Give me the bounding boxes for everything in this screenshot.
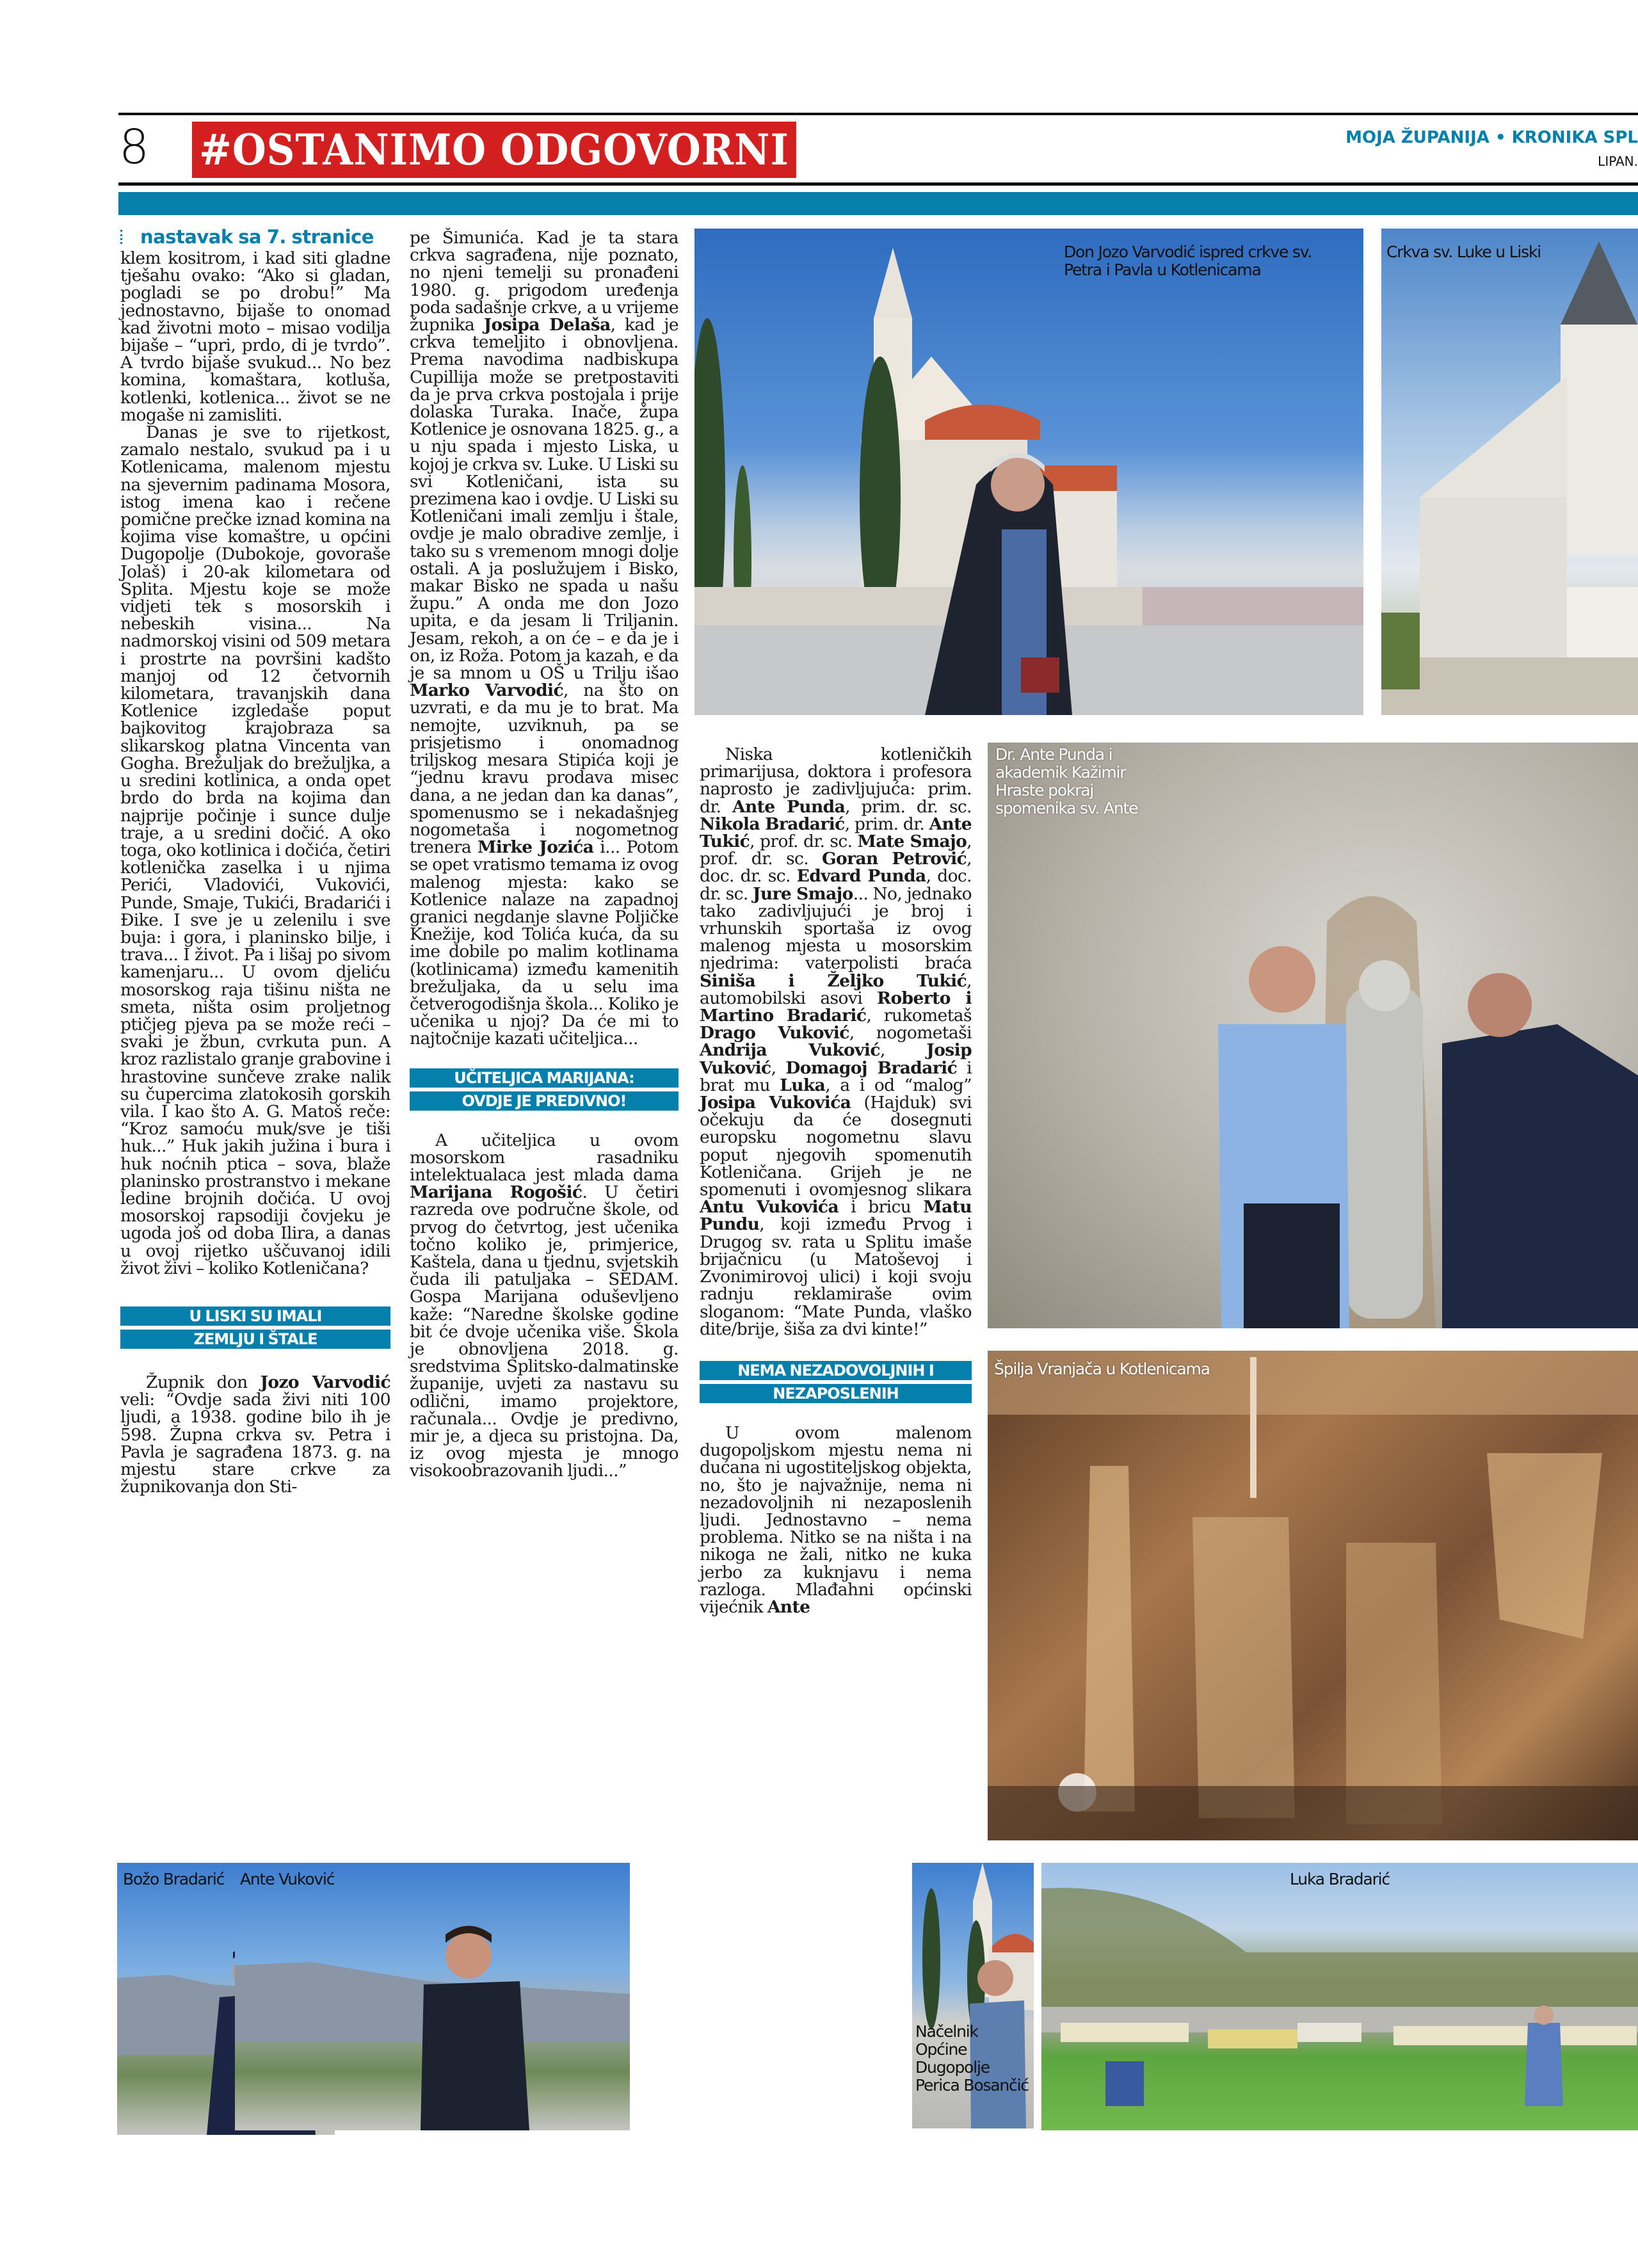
photo-caption: Božo Bradarić [123, 1870, 225, 1888]
paragraph: A učiteljica u ovom mosorskom rasadniku intelektualaca jest mlada dama Marijana Rogošić. U četiri razreda ove područne škole, od prvog do četvrtog, jest učenika točno koliko je, primjerice, Kaštela, dana u tjednu, svjetskih čuda ili patuljaka – SEDAM. Gospa Marijana oduševljeno kaže: “Naredne školske godine bit će dvoje učenika više. Škola je obnovljena 2018. g. sredstvima Splitsko-dalmatinske županije, uvjeti za nastavu su odlični, imamo projektore, računala... Ovdje je predivno, mir je, a djeca su pristojna. Da, iz ovog mjesta je mnogo visokoobrazovanih ljudi...” [410, 1130, 678, 1481]
continuation-icon [120, 230, 131, 244]
photo-church-petra-pavla [695, 229, 1363, 715]
photo-caption: Don Jozo Varvodić ispred crkve sv. Petra i Pavla u Kotlenicama [1064, 243, 1312, 279]
subheading: U LISKI SU IMALI [120, 1307, 390, 1326]
photo-caption: Crkva sv. Luke u Liski [1386, 243, 1541, 261]
subheading: UČITELJICA MARIJANA: [410, 1068, 678, 1088]
person-name: Antu Vukovića [700, 1197, 839, 1218]
church-illustration [1381, 229, 1638, 715]
photo-caption: Luka Bradarić [1290, 1870, 1390, 1888]
photo-cave-vranjaca [988, 1351, 1638, 1840]
person-name: Jure Smajo [752, 883, 853, 904]
person-name: Drago Vuković [700, 1023, 849, 1043]
text-run: , automobilski asovi [700, 970, 972, 1008]
photo-monument-sv-ante [988, 743, 1638, 1328]
cave-illustration [988, 1351, 1638, 1840]
paragraph: Župnik don Jozo Varvodić veli: “Ovdje sada živi niti 100 ljudi, a 1938. godine bilo ih je 598. Župna crkva sv. Petra i Pavla je sagrađena 1873. g. na mjestu stare crkve za župnikovanja don Sti- [120, 1372, 390, 1497]
text-run: , [879, 1040, 927, 1061]
person-name: Goran Petrović [822, 849, 967, 869]
photo-caption: Ante Vuković [240, 1870, 335, 1888]
text-run: , rukometaš [866, 1006, 972, 1026]
person-name: Roberto i Martino Bradarić [700, 988, 972, 1026]
text-run: , [771, 1058, 786, 1078]
photo-church-luke [1381, 229, 1638, 715]
text-run: , prof. dr. sc. [750, 832, 858, 852]
subheading: OVDJE JE PREDIVNO! [410, 1091, 678, 1111]
photo-caption: Načelnik Općine Dugopolje Perica Bosančić [915, 2022, 1029, 2095]
text-run: i brat mu [700, 1058, 972, 1095]
text-run: ... No, jednako tako zadivljujući je broj i vrhunskih sportaša iz ovog malenog mjesta u mosorskim njedrima: vaterpolisti braća [700, 883, 972, 974]
subheading: NEMA NEZADOVOLJNIH I [700, 1361, 972, 1380]
person-name: Ante [767, 1596, 810, 1617]
header-bottom-rule [118, 182, 1638, 186]
subheading: ZEMLJU I ŠTALE [120, 1330, 390, 1349]
article-column-3 [700, 746, 972, 1616]
person-name: Josipa Vukovića [700, 1093, 851, 1113]
paragraph [700, 746, 972, 1338]
paragraph: U ovom malenom dugopoljskom mjestu nema ni dućana ni ugostiteljskog objekta, no, što je najvažnije, nema ni nezadovoljnih ni nezaposlenih ljudi. Jednostavno – nema problema. Nitko se na ništa i na nikoga ne žali, nitko ne kuka jerbo za kuknjavu i nema razloga. Mlađahni općinski vijećnik Ante [700, 1422, 972, 1617]
header-top-rule [118, 113, 1638, 115]
person-name: Josip Vuković [700, 1040, 972, 1078]
photo-ante-vukovic [235, 1863, 630, 2130]
photo-luka-bradaric [1041, 1863, 1638, 2130]
text-run: , a i od “malog” [825, 1075, 972, 1095]
text-run: , prim. dr. sc. [845, 796, 972, 817]
person-name: Matu Pundu [700, 1197, 972, 1235]
text-run: i bricu [839, 1197, 924, 1218]
paragraph: pe Šimunića. Kad je ta stara crkva sagrađena, nije poznato, no njeni temelji su pronađeni 1980. g. prigodom uređenja poda sadašnje crkve, a u vrijeme župnika Josipa Delaša, kad je crkva temeljito i obnovljena. Prema navodima nadbiskupa Cupillija može se pretpostaviti da je prva crkva postojala i prije dolaska Turaka. Inače, župa Kotlenice je osnovana 1825. g., a u nju spada i mjesto Liska, u kojoj je crkva sv. Luke. U Liski su svi Kotleničani, ista su prezimena kao i ovdje. U Liski su Kotleničani imali zemlju i štale, ovdje je malo obradive zemlje, i tako su s vremenom mnogi dolje ostali. A ja poslužujem i Bisko, makar Bisko ne spada u našu župu.” A onda me don Jozo upita, e da jesam li Triljanin. Jesam, rekoh, a on će – e da je i on, iz Roža. Potom ja kazah, e da je sa mnom u OŠ u Trilju išao Marko Varvodić, na što on uzvrati, e da mu je to brat. Ma nemojte, uzviknuh, pa se prisjetismo i onomadnog triljskog mesara Stipića koji je “jednu kravu prodava misec dana, a ne jedan dan ka danas”, spomenusmo se i nekadašnjeg nogometaša i nogometnog trenera Mirke Jozića i... Potom se opet vratismo temama iz ovog malenog mjesta: kako se Kotlenice nalaze na zapadnoj granici negdanje slavne Poljičke Knežije, kod Tolića kuća, da su ime dobile po malim kotlinama (kotlinicama) između kamenitih brežuljaka, da u selu ima četverogodišnja škola... Koliko je učenika u njoj? Da će mi to najtočnije kazati učiteljica... [410, 228, 679, 1049]
person-name: Marijana Rogošić [410, 1182, 582, 1203]
church-illustration [695, 229, 1363, 715]
person-illustration [235, 1863, 630, 2130]
text-run: , nogometaši [849, 1023, 972, 1043]
text-run: , koji između Prvog i Drugog sv. rata u Splitu imaše brijačnicu (u Matoševoj i Zvonimirovoj ulici) i koji svoju radnju reklamiraše ovim sloganom: “Mate Punda, vlaško dite/brije, šiša za dvi kinte!” [700, 1214, 972, 1339]
person-name: Mirke Jozića [477, 837, 594, 858]
person-name: Jozo Varvodić [260, 1372, 390, 1392]
article-column-2 [410, 229, 678, 1480]
person-name: Josipa Delaša [483, 315, 611, 335]
person-name: Ante Tukić [700, 814, 972, 852]
apiary-illustration [1041, 1863, 1638, 2130]
continued-from-label: nastavak sa 7. stranice [140, 226, 374, 248]
person-name: Marko Varvodić [410, 680, 563, 701]
text-run: (Hajduk) svi očekuju da će dosegnuti europsku nogometnu slavu poput njegovih spomenutih Kotleničana. Grijeh je ne spomenuti i ovomjesnog slikara [700, 1093, 972, 1200]
person-name: Mate Smajo [857, 832, 967, 852]
monument-illustration [988, 743, 1638, 1328]
text-run: , doc. dr. sc. [700, 849, 972, 887]
text-run: , doc. dr. sc. [700, 866, 972, 904]
person-name: Ante Punda [732, 796, 846, 817]
header-blue-band [118, 192, 1638, 215]
article-column-1 [120, 224, 390, 1495]
person-name: Edvard Punda [796, 866, 926, 887]
paragraph: klem kositrom, i kad siti gladne tješahu ovako: “Ako si gladan, pogladi se po drobu!” Ma jednostavno, bijaše to onomad kad životni moto – misao vodilja bijaše – “upri, prdo, di je tvrdo”. A tvrdo bijaše svukud... No bez komina, komaštara, kotluša, kotlenki, kotlenica... život se ne mogaše ni zamisliti. [120, 248, 390, 425]
photo-caption: Dr. Ante Punda i akademik Kažimir Hraste pokraj spomenika sv. Ante [995, 745, 1138, 817]
text-run: , prof. dr. sc. [700, 832, 972, 869]
text-run: Niska kotleničkih primarijusa, doktora i profesora naprosto je zadivljujuća: prim. dr. [700, 744, 972, 817]
subheading: NEZAPOSLENIH [700, 1384, 972, 1403]
issue-date: LIPAN. [1598, 154, 1638, 169]
person-name: Domagoj Bradarić [785, 1058, 958, 1078]
person-name: Nikola Bradarić [700, 814, 845, 834]
continued-from [120, 224, 390, 250]
photo-caption: Špilja Vranjača u Kotlenicama [994, 1360, 1210, 1378]
page-number: 8 [119, 120, 150, 175]
person-name: Luka [780, 1075, 826, 1095]
paragraph: Danas je sve to rijetkost, zamalo nestalo, svukud pa i u Kotlenicama, malenom mjestu na sjevernim padinama Mosora, istog imena kao i rečene pomične prečke iznad komina na kojima vise komaštre, u općini Dugopolje (Dubokoje, govoraše Jolaš) i 20-ak kilometara od Splita. Mjestu koje se može vidjeti tek s mosorskih i nebeskih visina... Na nadmorskoj visini od 509 metara i prostrte na površini kadšto manjoj od 12 četvornih kilometara, travanjskih dana Kotlenice izgledaše poput bajkovitog krajobraza sa slikarskog platna Vincenta van Gogha. Brežuljak do brežuljka, a u sredini kotlinica, a onda opet brdo do brda na kojima dan najprije počinje i sunce dulje traje, a u sredini dočić. A oko toga, oko kotlinica i dočića, četiri kotlenička zaselka i u njima Perići, Vladovići, Vukovići, Punde, Smaje, Tukići, Bradarići i Đike. I sve je u zelenilu i sve buja: i gora, i planinsko bilje, i trava... I život. Pa i lišaj po sivom kamenjaru... U ovom djeliću mosorskog raja tišinu ništa ne smeta, ništa osim proljetnog ptičjeg pjeva pa se može reći – svaki je žbun, cvrkuta pun. A kroz razlistalo granje grabovine i hrastovine sunčeve zrake nalik su čupercima zlatokosih gorskih vila. I kao što A. G. Matoš reče: “Kroz samoću muk/sve je tiši huk...” Huk jakih južina i bura i huk noćnih ptica – sova, blaže planinsko prostranstvo i mekane ledine brojnih dočića. U ovoj mosorskoj rapsodiji čovjeku je ugoda još od doba Ilira, a danas u ovoj rijetko uščuvanoj idili život živi – koliko Kotleničana? [120, 422, 390, 1278]
text-run: , prim. dr. [844, 814, 929, 834]
photo-nacelnik [912, 1863, 1034, 2128]
section-label: MOJA ŽUPANIJA • KRONIKA SPL [1345, 128, 1638, 147]
person-name: Siniša i Željko Tukić [700, 970, 967, 991]
section-kicker: #OSTANIMO ODGOVORNI [192, 122, 796, 178]
person-name: Andrija Vuković [700, 1040, 880, 1061]
